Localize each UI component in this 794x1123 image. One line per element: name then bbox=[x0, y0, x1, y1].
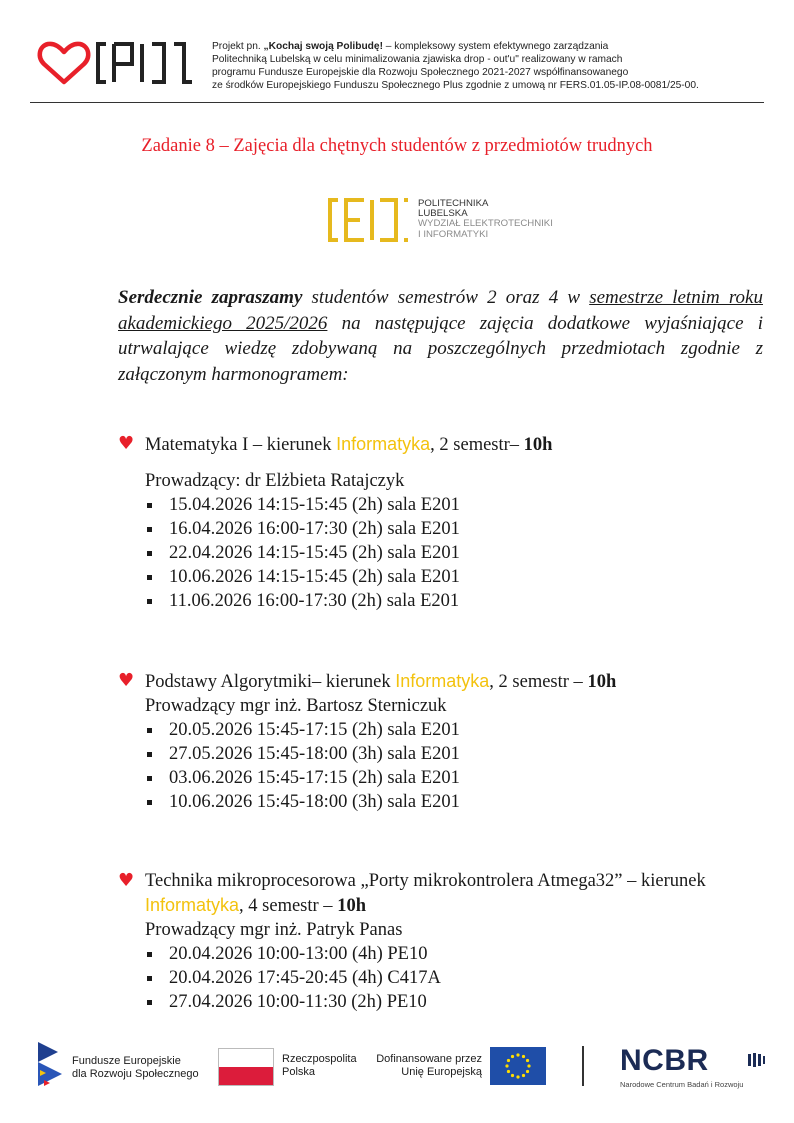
eu-star bbox=[507, 1059, 510, 1062]
eu-star bbox=[516, 1075, 519, 1078]
course-heading: ♥ Technika mikroprocesorowa „Porty mikrokontrolera Atmega32” – kierunek Informatyka, 4 semestr – 10h bbox=[118, 870, 706, 916]
session-item: 27.05.2026 15:45-18:00 (3h) sala E201 bbox=[145, 742, 763, 766]
eu-logo-text: Dofinansowane przez Unię Europejską bbox=[376, 1053, 482, 1078]
eu-star bbox=[526, 1070, 529, 1073]
session-item: 22.04.2026 14:15-15:45 (2h) sala E201 bbox=[145, 541, 763, 565]
heart-icon: ♥ bbox=[118, 670, 135, 691]
course-lecturer: Prowadzący: dr Elżbieta Ratajczyk bbox=[145, 471, 405, 491]
funding-footer bbox=[36, 1040, 776, 1095]
fe-logo-text: Fundusze Europejskie dla Rozwoju Społecznego bbox=[72, 1055, 199, 1080]
eu-star bbox=[511, 1074, 514, 1077]
session-item: 15.04.2026 14:15-15:45 (2h) sala E201 bbox=[145, 493, 763, 517]
eu-star bbox=[507, 1070, 510, 1073]
course-hours: 10h bbox=[587, 672, 617, 692]
ncbr-subtitle: Narodowe Centrum Badań i Rozwoju bbox=[620, 1080, 744, 1089]
session-item: 16.04.2026 16:00-17:30 (2h) sala E201 bbox=[145, 517, 763, 541]
eu-star bbox=[505, 1064, 508, 1067]
session-item: 10.06.2026 14:15-15:45 (2h) sala E201 bbox=[145, 565, 763, 589]
ncbr-stripes-icon bbox=[748, 1052, 766, 1068]
faculty-logo-mark bbox=[326, 196, 410, 244]
project-name: „Kochaj swoją Polibudę! bbox=[263, 41, 383, 52]
header-divider bbox=[30, 102, 764, 103]
intro-paragraph: Serdecznie zapraszamy studentów semestrów 2 oraz 4 w semestrze letnim roku akademickiego 2025/2026 na następujące zajęcia dodatkowe wyjaśniające i utrwalające wiedzę zdobywaną na poszczególnych przedmiotach zgodnie z załączonym harmonogramem: bbox=[118, 287, 763, 385]
course-heading: ♥ Podstawy Algorytmiki– kierunek Informatyka, 2 semestr – 10h bbox=[118, 670, 617, 692]
eu-star bbox=[522, 1074, 525, 1077]
session-item: 20.04.2026 10:00-13:00 (4h) PE10 bbox=[145, 942, 763, 966]
polish-flag-icon bbox=[218, 1048, 274, 1086]
fe-logo-icon bbox=[36, 1040, 66, 1092]
course-matematyka bbox=[118, 432, 763, 613]
heart-icon: ♥ bbox=[118, 433, 135, 454]
faculty-logo bbox=[326, 196, 576, 248]
session-item: 11.06.2026 16:00-17:30 (2h) sala E201 bbox=[145, 589, 763, 613]
kochaj-polibude-logo bbox=[36, 38, 196, 88]
eu-star bbox=[527, 1064, 530, 1067]
session-list bbox=[118, 718, 763, 814]
intro-underlined: semestrze letnim roku akademickiego 2025/2026 bbox=[118, 287, 763, 334]
course-hours: 10h bbox=[337, 896, 366, 916]
session-item: 20.05.2026 15:45-17:15 (2h) sala E201 bbox=[145, 718, 763, 742]
eu-star bbox=[526, 1059, 529, 1062]
course-heading: ♥ Matematyka I – kierunek Informatyka, 2 semestr– 10h bbox=[118, 433, 553, 455]
session-item: 03.06.2026 15:45-17:15 (2h) sala E201 bbox=[145, 766, 763, 790]
course-hours: 10h bbox=[523, 435, 553, 455]
session-list bbox=[118, 942, 763, 1014]
footer-divider bbox=[582, 1046, 584, 1086]
session-item: 27.04.2026 10:00-11:30 (2h) PE10 bbox=[145, 990, 763, 1014]
ncbr-logo: NCBR bbox=[620, 1044, 709, 1077]
course-lecturer: Prowadzący mgr inż. Patryk Panas bbox=[145, 920, 403, 940]
rp-logo-text: Rzeczpospolita Polska bbox=[282, 1053, 357, 1078]
eu-star bbox=[522, 1055, 525, 1058]
session-item: 10.06.2026 15:45-18:00 (3h) sala E201 bbox=[145, 790, 763, 814]
eu-flag-icon bbox=[490, 1047, 546, 1085]
session-item: 20.04.2026 17:45-20:45 (4h) C417A bbox=[145, 966, 763, 990]
course-podstawy-algorytmiki bbox=[118, 669, 763, 814]
course-technika-mikroprocesorowa bbox=[118, 869, 763, 1014]
faculty-logo-text: POLITECHNIKA LUBELSKA WYDZIAŁ ELEKTROTECHNIKI I INFORMATYKI bbox=[418, 198, 553, 240]
page-header bbox=[30, 30, 764, 102]
project-description: Projekt pn. „Kochaj swoją Polibudę! – kompleksowy system efektywnego zarządzania Politechniką Lubelską w celu minimalizowania zjawiska drop - out'u" realizowany w ramach programu Fundusze Europejskie dla Rozwoju Społecznego 2021-2027 współfinansowanego ze środków Europejskiego Funduszu Społecznego Plus zgodnie z umową nr FERS.01.05-IP.08-0081/25-00. bbox=[212, 41, 699, 91]
eu-star bbox=[511, 1055, 514, 1058]
task-title: Zadanie 8 – Zajęcia dla chętnych studentów z przedmiotów trudnych bbox=[141, 136, 653, 156]
course-major: Informatyka bbox=[395, 671, 490, 691]
course-major: Informatyka bbox=[145, 895, 240, 915]
course-lecturer: Prowadzący mgr inż. Bartosz Sterniczuk bbox=[145, 696, 447, 716]
course-major: Informatyka bbox=[336, 434, 431, 454]
eu-star bbox=[516, 1053, 519, 1056]
heart-icon: ♥ bbox=[118, 870, 135, 891]
session-list bbox=[118, 493, 763, 613]
intro-bold: Serdecznie zapraszamy bbox=[118, 287, 303, 308]
